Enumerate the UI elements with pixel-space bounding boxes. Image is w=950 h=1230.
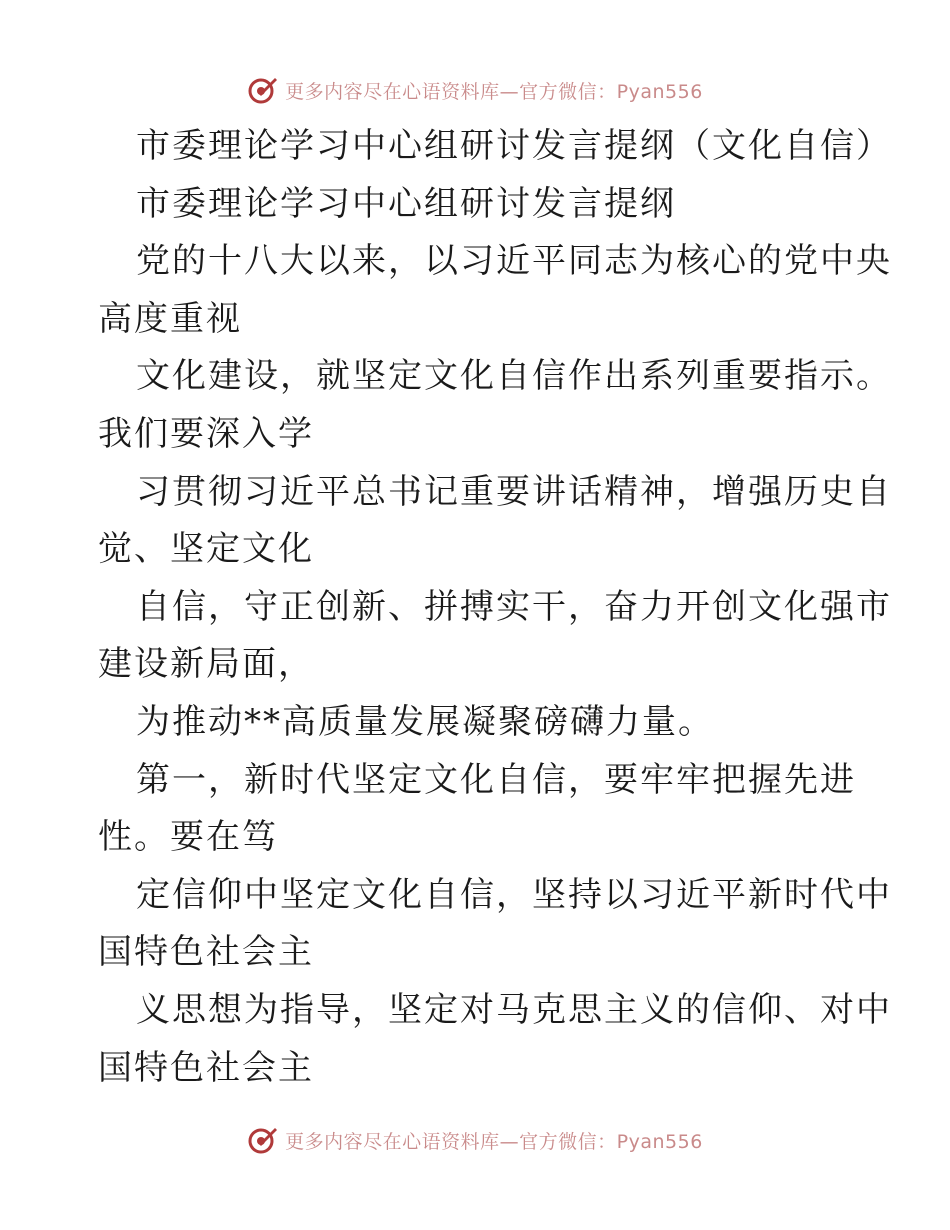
- text-line: 习贯彻习近平总书记重要讲话精神，增强历史自: [136, 471, 892, 512]
- document-body: [98, 118, 892, 1097]
- text-line: 党的十八大以来，以习近平同志为核心的党中央: [136, 241, 892, 282]
- text-line: 觉、坚定文化: [98, 529, 314, 570]
- quill-logo-icon: [247, 1124, 279, 1156]
- text-line: 建设新局面，: [98, 644, 314, 685]
- text-line: 市委理论学习中心组研讨发言提纲（文化自信）: [136, 126, 892, 166]
- text-line: 国特色社会主: [98, 1047, 314, 1088]
- text-line: 定信仰中坚定文化自信，坚持以习近平新时代中: [136, 874, 892, 915]
- text-line: 第一，新时代坚定文化自信，要牢牢把握先进: [136, 759, 856, 800]
- text-line: 文化建设，就坚定文化自信作出系列重要指示。: [136, 356, 892, 397]
- text-line: 义思想为指导，坚定对马克思主义的信仰、对中: [136, 989, 892, 1030]
- text-line: 为推动**高质量发展凝聚磅礴力量。: [136, 701, 714, 742]
- quill-logo-icon: [247, 74, 279, 106]
- text-line: 自信，守正创新、拼搏实干，奋力开创文化强市: [136, 586, 892, 627]
- text-line: 市委理论学习中心组研讨发言提纲: [136, 183, 676, 224]
- header-banner: [0, 70, 950, 110]
- text-line: 高度重视: [98, 298, 242, 339]
- text-line: 国特色社会主: [98, 932, 314, 973]
- text-line: 我们要深入学: [98, 413, 314, 454]
- footer-banner: [0, 1120, 950, 1160]
- footer-banner-text: 更多内容尽在心语资料库—官方微信：Pyan556: [285, 1130, 703, 1153]
- header-banner-text: 更多内容尽在心语资料库—官方微信：Pyan556: [285, 80, 703, 103]
- text-line: 性。要在笃: [98, 817, 278, 858]
